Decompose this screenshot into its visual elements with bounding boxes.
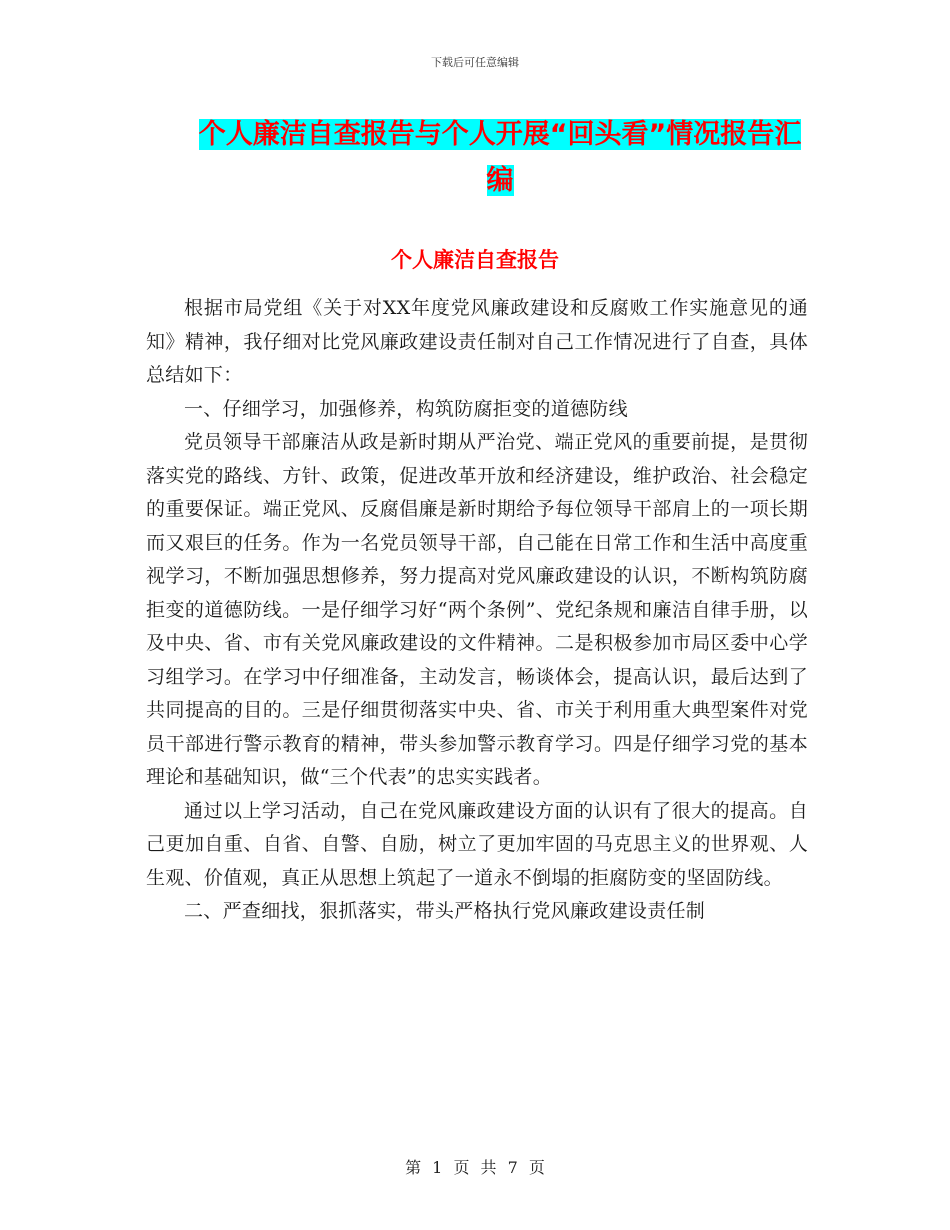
paragraph-study: 党员领导干部廉洁从政是新时期从严治党、端正党风的重要前提，是贯彻落实党的路线、方针、政策，促进改革开放和经济建设，维护政治、社会稳定的重要保证。端正党风、反腐倡廉是新时期给予每位领导干部肩上的一项长期而又艰巨的任务。作为一名党员领导干部，自己能在日常工作和生活中高度重视学习，不断加强思想修养，努力提高对党风廉政建设的认识，不断构筑防腐拒变的道德防线。一是仔细学习好“两个条例”、党纪条规和廉洁自律手册，以及中央、省、市有关党风廉政建设的文件精神。二是积极参加市局区委中心学习组学习。在学习中仔细准备，主动发言，畅谈体会，提高认识，最后达到了共同提高的目的。三是仔细贯彻落实中央、省、市关于利用重大典型案件对党员干部进行警示教育的精神，带头参加警示教育学习。四是仔细学习党的基本理论和基础知识，做“三个代表”的忠实实践者。 (146, 431, 808, 788)
title-highlight: 个人廉洁自查报告与个人开展“回头看”情况报告汇 (198, 119, 802, 150)
document-body (146, 292, 808, 929)
paragraph-result: 通过以上学习活动，自己在党风廉政建设方面的认识有了很大的提高。自己更加自重、自省、自警、自励，树立了更加牢固的马克思主义的世界观、人生观、价值观，真正从思想上筑起了一道永不倒塌的拒腐防变的坚固防线。 (146, 799, 808, 889)
document-title-line-1 (180, 112, 820, 158)
heading-part-two: 二、严查细找，狠抓落实，带头严格执行党风廉政建设责任制 (184, 900, 706, 922)
paragraph-intro: 根据市局党组《关于对XX年度党风廉政建设和反腐败工作实施意见的通知》精神，我仔细对比党风廉政建设责任制对自己工作情况进行了自查，具体总结如下： (146, 297, 808, 386)
section-title: 个人廉洁自查报告 (391, 248, 559, 272)
page-header-note: 下载后可任意编辑 (431, 56, 519, 69)
page-number: 第 1 页 共 7 页 (405, 1158, 545, 1177)
document-title (180, 112, 820, 204)
heading-part-one: 一、仔细学习，加强修养，构筑防腐拒变的道德防线 (184, 397, 628, 420)
title-highlight: 编 (486, 165, 514, 196)
document-title-line-2 (180, 158, 820, 204)
